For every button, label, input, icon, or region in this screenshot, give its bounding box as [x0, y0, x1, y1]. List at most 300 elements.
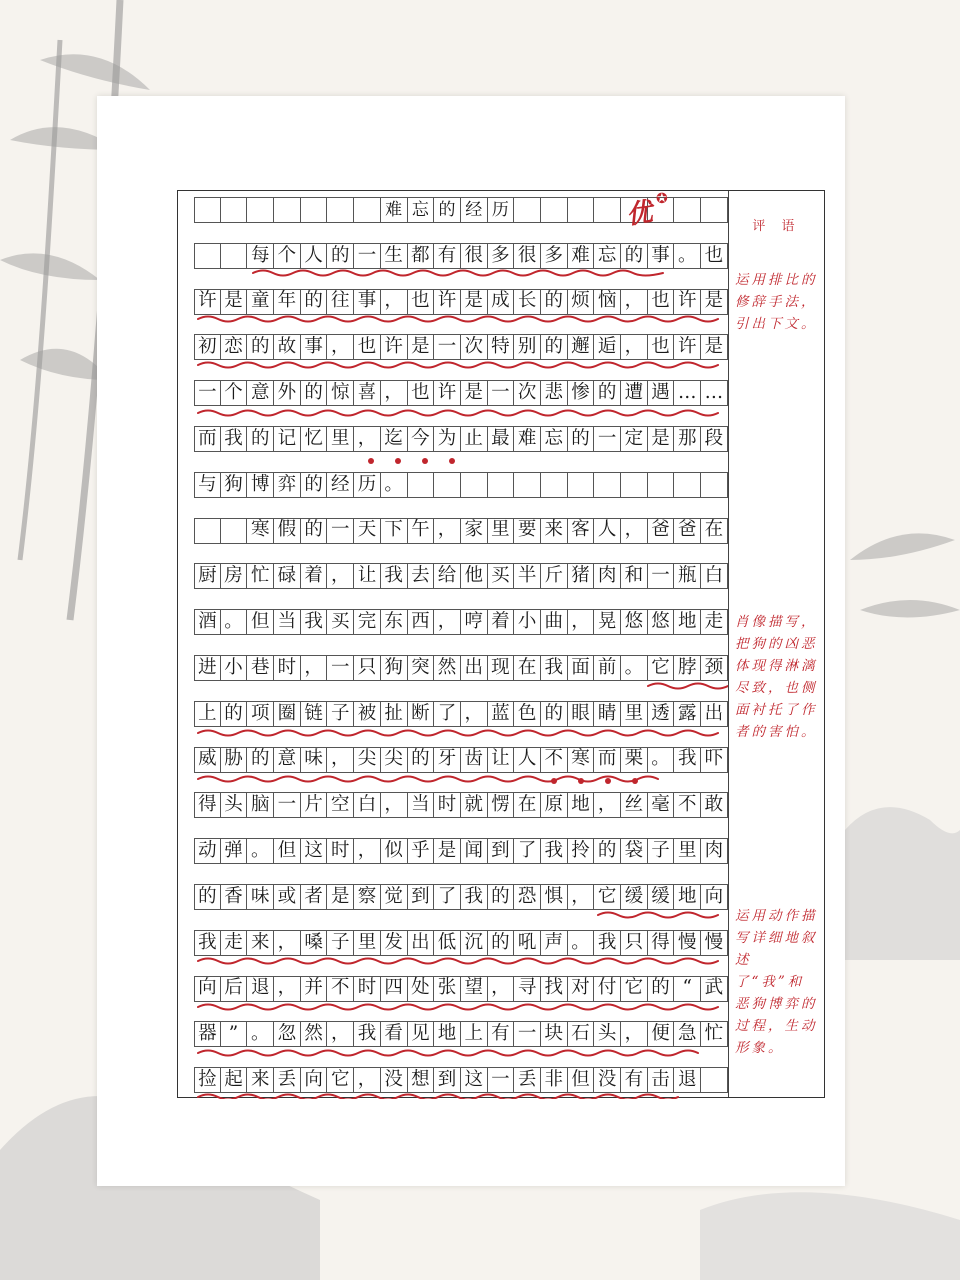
- title-cell: 的: [434, 197, 461, 223]
- char-cell: 缓: [621, 884, 648, 910]
- char-cell: ，: [274, 930, 301, 956]
- char-cell: 齿: [461, 747, 488, 773]
- char-cell: 让: [488, 747, 515, 773]
- char-cell: 被: [354, 701, 381, 727]
- char-cell: 意: [247, 380, 274, 406]
- char-cell: 圈: [274, 701, 301, 727]
- char-cell: 斤: [541, 563, 568, 589]
- char-cell: 露: [674, 701, 701, 727]
- char-cell: 地: [674, 884, 701, 910]
- comment-3: 运用动作描写详细地叙述了“我”和恶狗博弈的过程，生动形象。: [735, 908, 818, 1056]
- char-cell: 东: [381, 609, 408, 635]
- char-cell: 小: [221, 655, 248, 681]
- char-cell: ”: [221, 1021, 248, 1047]
- char-cell: 进: [194, 655, 221, 681]
- comment-2: 肖像描写，把狗的凶恶体现得淋漓尽致，也侧面衬托了作者的害怕。: [735, 614, 818, 740]
- char-cell: ，: [568, 884, 595, 910]
- title-cell: [674, 197, 701, 223]
- char-cell: 一: [648, 563, 675, 589]
- char-cell: 四: [381, 976, 408, 1002]
- char-cell: 多: [541, 243, 568, 269]
- char-cell: 也: [648, 334, 675, 360]
- essay-line: [194, 563, 728, 609]
- char-cell: 难: [514, 426, 541, 452]
- char-cell: 捡: [194, 1067, 221, 1093]
- char-cell: 乎: [408, 838, 435, 864]
- char-cell: 片: [301, 792, 328, 818]
- char-cell: 得: [194, 792, 221, 818]
- char-cell: 它: [621, 976, 648, 1002]
- char-cell: 瓶: [674, 563, 701, 589]
- char-cell: 个: [221, 380, 248, 406]
- char-cell: 来: [541, 518, 568, 544]
- char-cell: 事: [354, 289, 381, 315]
- char-cell: 的: [247, 747, 274, 773]
- char-cell: 烦: [568, 289, 595, 315]
- char-cell: 低: [434, 930, 461, 956]
- char-cell: 忘: [541, 426, 568, 452]
- grade-star-icon: ✪: [656, 191, 668, 207]
- char-cell: 是: [327, 884, 354, 910]
- char-cell: 栗: [621, 747, 648, 773]
- char-cell: [194, 518, 221, 544]
- char-cell: 忽: [274, 1021, 301, 1047]
- char-cell: 恐: [514, 884, 541, 910]
- char-cell: 它: [648, 655, 675, 681]
- char-cell: [221, 518, 248, 544]
- char-cell: [541, 472, 568, 498]
- char-cell: 我: [194, 930, 221, 956]
- char-cell: 故: [274, 334, 301, 360]
- essay-line: [194, 884, 728, 930]
- char-cell: 上: [194, 701, 221, 727]
- char-cell: 眼: [568, 701, 595, 727]
- char-cell: 看: [381, 1021, 408, 1047]
- char-cell: 时: [354, 976, 381, 1002]
- essay-line: [194, 609, 728, 655]
- char-cell: 。: [674, 243, 701, 269]
- char-cell: 找: [541, 976, 568, 1002]
- char-cell: 而: [194, 426, 221, 452]
- char-cell: 付: [594, 976, 621, 1002]
- char-cell: 里: [354, 930, 381, 956]
- line-cells: [194, 563, 728, 589]
- char-cell: 退: [674, 1067, 701, 1093]
- line-cells: [194, 747, 728, 773]
- char-cell: 是: [648, 426, 675, 452]
- char-cell: ，: [354, 838, 381, 864]
- char-cell: 丢: [514, 1067, 541, 1093]
- char-cell: 人: [594, 518, 621, 544]
- char-cell: [194, 243, 221, 269]
- char-cell: 每: [247, 243, 274, 269]
- char-cell: 时: [434, 792, 461, 818]
- essay-line: [194, 472, 728, 518]
- char-cell: 喜: [354, 380, 381, 406]
- char-cell: [648, 472, 675, 498]
- char-cell: 家: [461, 518, 488, 544]
- char-cell: 童: [247, 289, 274, 315]
- line-cells: [194, 701, 728, 727]
- char-cell: ，: [621, 518, 648, 544]
- title-cell: [568, 197, 595, 223]
- char-cell: 子: [327, 930, 354, 956]
- char-cell: 完: [354, 609, 381, 635]
- char-cell: 地: [674, 609, 701, 635]
- char-cell: 狗: [381, 655, 408, 681]
- line-cells: [194, 380, 728, 406]
- char-cell: 动: [194, 838, 221, 864]
- char-cell: 在: [701, 518, 728, 544]
- char-cell: 惊: [327, 380, 354, 406]
- char-cell: 头: [594, 1021, 621, 1047]
- title-cell: 忘: [408, 197, 435, 223]
- char-cell: 器: [194, 1021, 221, 1047]
- char-cell: 的: [541, 289, 568, 315]
- title-cell: [327, 197, 354, 223]
- char-cell: ，: [274, 976, 301, 1002]
- char-cell: 色: [514, 701, 541, 727]
- char-cell: 就: [461, 792, 488, 818]
- char-cell: 肉: [701, 838, 728, 864]
- char-cell: 不: [327, 976, 354, 1002]
- char-cell: 在: [514, 792, 541, 818]
- char-cell: 也: [701, 243, 728, 269]
- char-cell: 里: [621, 701, 648, 727]
- essay-line: [194, 976, 728, 1022]
- line-cells: [194, 655, 728, 681]
- essay-line: [194, 380, 728, 426]
- char-cell: 地: [568, 792, 595, 818]
- char-cell: 扯: [381, 701, 408, 727]
- char-cell: 空: [327, 792, 354, 818]
- char-cell: 次: [461, 334, 488, 360]
- char-cell: 一: [488, 380, 515, 406]
- char-cell: 。: [621, 655, 648, 681]
- char-cell: 然: [434, 655, 461, 681]
- title-cell: 经: [461, 197, 488, 223]
- char-cell: 武: [701, 976, 728, 1002]
- char-cell: 博: [247, 472, 274, 498]
- char-cell: 外: [274, 380, 301, 406]
- char-cell: 慢: [674, 930, 701, 956]
- char-cell: 我: [594, 930, 621, 956]
- char-cell: 止: [461, 426, 488, 452]
- char-cell: 是: [408, 334, 435, 360]
- char-cell: 我: [674, 747, 701, 773]
- char-cell: 。: [648, 747, 675, 773]
- essay-line: [194, 930, 728, 976]
- char-cell: 向: [194, 976, 221, 1002]
- char-cell: 忘: [594, 243, 621, 269]
- title-cell: [301, 197, 328, 223]
- char-cell: 哼: [461, 609, 488, 635]
- char-cell: 客: [568, 518, 595, 544]
- char-cell: 邂: [568, 334, 595, 360]
- title-cell: [194, 197, 221, 223]
- char-cell: [221, 243, 248, 269]
- essay-line: [194, 655, 728, 701]
- char-cell: 初: [194, 334, 221, 360]
- char-cell: 的: [594, 838, 621, 864]
- char-cell: ，: [621, 334, 648, 360]
- line-cells: [194, 792, 728, 818]
- title-cell: [354, 197, 381, 223]
- char-cell: 子: [648, 838, 675, 864]
- char-cell: 惧: [541, 884, 568, 910]
- char-cell: 颈: [701, 655, 728, 681]
- comment-1: 运用排比的修辞手法，引出下文。: [735, 272, 818, 332]
- char-cell: 它: [594, 884, 621, 910]
- char-cell: 退: [247, 976, 274, 1002]
- char-cell: 半: [514, 563, 541, 589]
- char-cell: ，: [327, 334, 354, 360]
- char-cell: 非: [541, 1067, 568, 1093]
- char-cell: “: [674, 976, 701, 1002]
- char-cell: 张: [434, 976, 461, 1002]
- char-cell: 也: [408, 380, 435, 406]
- char-cell: …: [701, 380, 728, 406]
- char-cell: 别: [514, 334, 541, 360]
- char-cell: 地: [434, 1021, 461, 1047]
- char-cell: 狗: [221, 472, 248, 498]
- char-cell: 闻: [461, 838, 488, 864]
- char-cell: ，: [327, 1021, 354, 1047]
- char-cell: 我: [541, 838, 568, 864]
- char-cell: 寻: [514, 976, 541, 1002]
- char-cell: 为: [434, 426, 461, 452]
- char-cell: 许: [434, 289, 461, 315]
- comments-header: 评 语: [752, 219, 801, 234]
- char-cell: 敢: [701, 792, 728, 818]
- char-cell: 。: [221, 609, 248, 635]
- essay-line: [194, 518, 728, 564]
- title-cell: 历: [488, 197, 515, 223]
- char-cell: 蓝: [488, 701, 515, 727]
- comments-column: [729, 191, 824, 1097]
- char-cell: 一: [194, 380, 221, 406]
- char-cell: 了: [434, 701, 461, 727]
- char-cell: 爸: [648, 518, 675, 544]
- char-cell: 沉: [461, 930, 488, 956]
- line-cells: [194, 1067, 728, 1093]
- char-cell: 似: [381, 838, 408, 864]
- char-cell: 我: [461, 884, 488, 910]
- char-cell: 也: [408, 289, 435, 315]
- char-cell: 里: [488, 518, 515, 544]
- char-cell: 也: [648, 289, 675, 315]
- char-cell: 察: [354, 884, 381, 910]
- char-cell: 当: [408, 792, 435, 818]
- char-cell: 历: [354, 472, 381, 498]
- char-cell: 起: [221, 1067, 248, 1093]
- char-cell: 西: [408, 609, 435, 635]
- char-cell: ，: [461, 701, 488, 727]
- char-cell: 许: [674, 334, 701, 360]
- char-cell: 爸: [674, 518, 701, 544]
- char-cell: [594, 472, 621, 498]
- char-cell: 我: [221, 426, 248, 452]
- char-cell: ，: [621, 1021, 648, 1047]
- char-cell: 生: [381, 243, 408, 269]
- char-cell: 想: [408, 1067, 435, 1093]
- char-cell: 它: [327, 1067, 354, 1093]
- char-cell: 嗓: [301, 930, 328, 956]
- char-cell: 睛: [594, 701, 621, 727]
- char-cell: ，: [434, 609, 461, 635]
- char-cell: 是: [434, 838, 461, 864]
- line-cells: [194, 334, 728, 360]
- char-cell: 恋: [221, 334, 248, 360]
- char-cell: 便: [648, 1021, 675, 1047]
- line-cells: [194, 518, 728, 544]
- essay-line: [194, 701, 728, 747]
- line-cells: [194, 609, 728, 635]
- char-cell: 发: [381, 930, 408, 956]
- char-cell: 的: [541, 701, 568, 727]
- char-cell: 而: [594, 747, 621, 773]
- char-cell: 着: [301, 563, 328, 589]
- char-cell: 是: [701, 289, 728, 315]
- char-cell: 当: [274, 609, 301, 635]
- composition-sheet: [177, 190, 825, 1098]
- char-cell: 有: [434, 243, 461, 269]
- char-cell: 白: [701, 563, 728, 589]
- char-cell: 巷: [247, 655, 274, 681]
- char-cell: 的: [301, 380, 328, 406]
- char-cell: 今: [408, 426, 435, 452]
- char-cell: 石: [568, 1021, 595, 1047]
- char-cell: 里: [674, 838, 701, 864]
- char-cell: 寒: [568, 747, 595, 773]
- char-cell: 的: [301, 472, 328, 498]
- title-cell: [221, 197, 248, 223]
- char-cell: 向: [301, 1067, 328, 1093]
- char-cell: 的: [541, 334, 568, 360]
- char-cell: 的: [247, 334, 274, 360]
- char-cell: 脖: [674, 655, 701, 681]
- char-cell: 许: [194, 289, 221, 315]
- char-cell: 在: [514, 655, 541, 681]
- char-cell: 上: [461, 1021, 488, 1047]
- char-cell: 段: [701, 426, 728, 452]
- char-cell: 难: [568, 243, 595, 269]
- char-cell: 忙: [247, 563, 274, 589]
- char-cell: 望: [461, 976, 488, 1002]
- char-cell: 但: [247, 609, 274, 635]
- char-cell: 面: [568, 655, 595, 681]
- char-cell: 见: [408, 1021, 435, 1047]
- char-cell: 块: [541, 1021, 568, 1047]
- char-cell: 最: [488, 426, 515, 452]
- char-cell: 脑: [247, 792, 274, 818]
- char-cell: ，: [381, 792, 408, 818]
- char-cell: 不: [674, 792, 701, 818]
- char-cell: 的: [194, 884, 221, 910]
- char-cell: 断: [408, 701, 435, 727]
- title-cell: 难: [381, 197, 408, 223]
- char-cell: 然: [301, 1021, 328, 1047]
- char-cell: 经: [327, 472, 354, 498]
- char-cell: 走: [701, 609, 728, 635]
- line-cells: [194, 289, 728, 315]
- char-cell: 慢: [701, 930, 728, 956]
- char-cell: 许: [674, 289, 701, 315]
- char-cell: 房: [221, 563, 248, 589]
- title-row: [194, 191, 728, 243]
- char-cell: 声: [541, 930, 568, 956]
- char-cell: 但: [568, 1067, 595, 1093]
- char-cell: 一: [594, 426, 621, 452]
- char-cell: 记: [274, 426, 301, 452]
- char-cell: 时: [274, 655, 301, 681]
- line-cells: [194, 884, 728, 910]
- char-cell: 这: [301, 838, 328, 864]
- char-cell: 吓: [701, 747, 728, 773]
- char-cell: 一: [327, 518, 354, 544]
- char-cell: 对: [568, 976, 595, 1002]
- line-cells: [194, 1021, 728, 1047]
- char-cell: 威: [194, 747, 221, 773]
- char-cell: 觉: [381, 884, 408, 910]
- char-cell: 年: [274, 289, 301, 315]
- char-cell: 走: [221, 930, 248, 956]
- char-cell: 很: [461, 243, 488, 269]
- char-cell: 出: [701, 701, 728, 727]
- char-cell: 恼: [594, 289, 621, 315]
- char-cell: 拎: [568, 838, 595, 864]
- char-cell: 的: [408, 747, 435, 773]
- char-cell: …: [674, 380, 701, 406]
- char-cell: [434, 472, 461, 498]
- char-cell: 或: [274, 884, 301, 910]
- char-cell: 的: [247, 426, 274, 452]
- char-cell: ，: [327, 563, 354, 589]
- char-cell: 的: [301, 289, 328, 315]
- char-cell: 让: [354, 563, 381, 589]
- essay-line: [194, 243, 728, 289]
- char-cell: 一: [434, 334, 461, 360]
- char-cell: 丢: [274, 1067, 301, 1093]
- char-cell: 悠: [621, 609, 648, 635]
- char-cell: [568, 472, 595, 498]
- char-cell: 意: [274, 747, 301, 773]
- char-cell: 假: [274, 518, 301, 544]
- line-cells: [194, 838, 728, 864]
- char-cell: 味: [247, 884, 274, 910]
- char-cell: 遇: [648, 380, 675, 406]
- char-cell: 他: [461, 563, 488, 589]
- essay-line: [194, 747, 728, 793]
- char-cell: ，: [381, 289, 408, 315]
- char-cell: 来: [247, 930, 274, 956]
- char-cell: 遭: [621, 380, 648, 406]
- char-cell: 出: [408, 930, 435, 956]
- char-cell: 一: [354, 243, 381, 269]
- char-cell: [621, 472, 648, 498]
- essay-line: [194, 289, 728, 335]
- char-cell: 定: [621, 426, 648, 452]
- char-cell: ，: [381, 380, 408, 406]
- char-cell: 的: [594, 380, 621, 406]
- char-cell: 特: [488, 334, 515, 360]
- char-cell: [701, 1067, 728, 1093]
- char-cell: 忙: [701, 1021, 728, 1047]
- essay-line: [194, 334, 728, 380]
- char-cell: 午: [408, 518, 435, 544]
- char-cell: 长: [514, 289, 541, 315]
- char-cell: 惨: [568, 380, 595, 406]
